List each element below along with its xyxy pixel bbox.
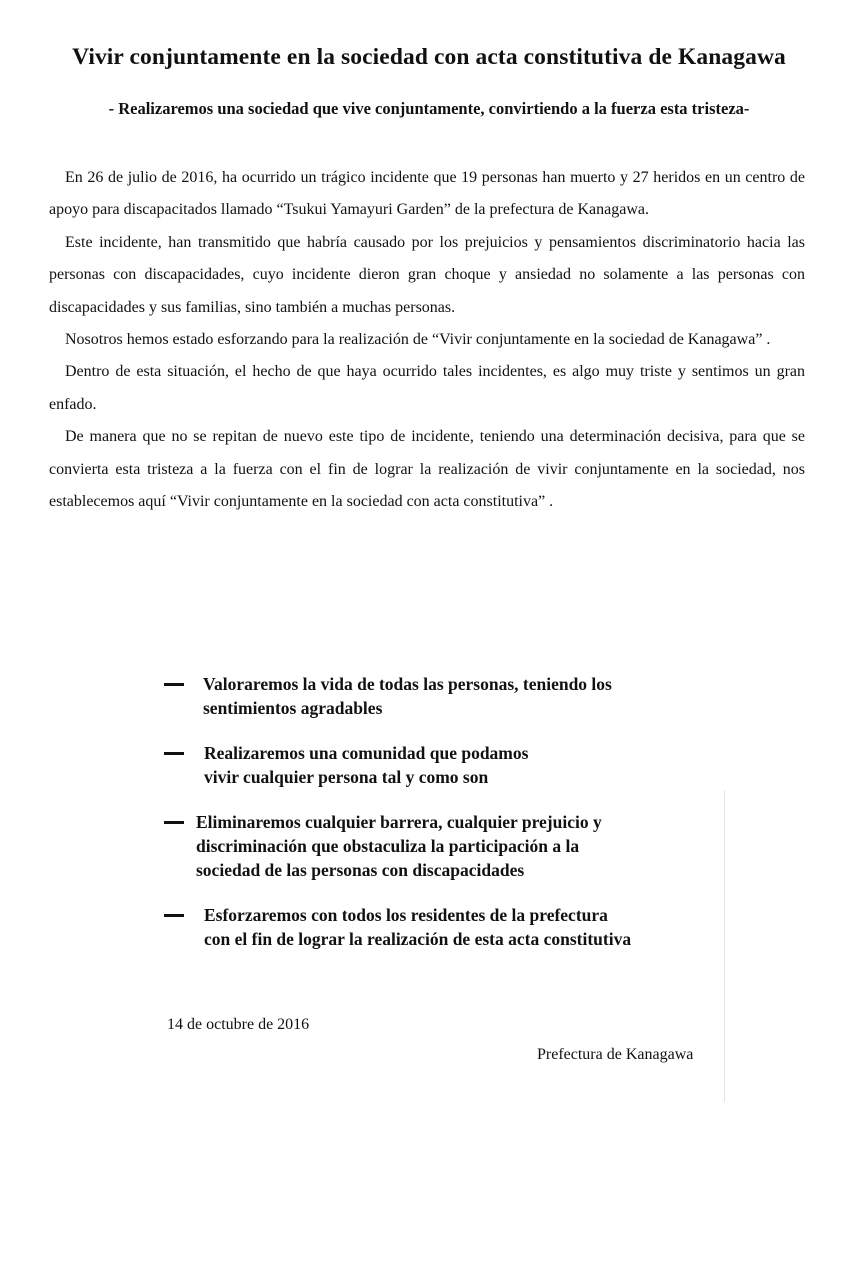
document-date: 14 de octubre de 2016 [167, 1016, 310, 1033]
dash-bullet-icon [160, 810, 184, 834]
scan-edge-divider [724, 790, 725, 1102]
principles-list [160, 672, 720, 951]
body-paragraph: En 26 de julio de 2016, ha ocurrido un trágico incidente que 19 personas han muerto y 27 heridos en un centro de apoyo para discapacitados llamado “Tsukui Yamayuri Garden” de la prefectura de Kanagawa. [49, 169, 805, 219]
dash-bullet-icon [160, 741, 184, 765]
principle-item [160, 672, 720, 720]
principle-text: Esforzaremos con todos los residentes de la prefectura con el fin de lograr la realización de esta acta constitutiva [204, 905, 632, 949]
body-paragraph: Dentro de esta situación, el hecho de que haya ocurrido tales incidentes, es algo muy triste y sentimos un gran enfado. [49, 363, 805, 413]
principle-text: Eliminaremos cualquier barrera, cualquier prejuicio y discriminación que obstaculiza la participación a la sociedad de las personas con discapacidades [196, 812, 602, 880]
document-title: Vivir conjuntamente en la sociedad con acta constitutiva de Kanagawa [72, 44, 786, 70]
document-signer: Prefectura de Kanagawa [537, 1046, 694, 1063]
body-paragraph: Este incidente, han transmitido que habría causado por los prejuicios y pensamientos discriminatorio hacia las personas con discapacidades, cuyo incidente dieron gran choque y ansiedad no solamente a las personas con discapacidades y sus familias, sino también a muchas personas. [49, 233, 805, 316]
principle-text: Valoraremos la vida de todas las personas, teniendo los sentimientos agradables [203, 674, 612, 718]
document-body [49, 162, 805, 518]
body-paragraph: Nosotros hemos estado esforzando para la realización de “Vivir conjuntamente en la sociedad de Kanagawa” . [65, 331, 771, 349]
document-subtitle: - Realizaremos una sociedad que vive conjuntamente, convirtiendo a la fuerza esta tristeza- [108, 99, 750, 118]
dash-bullet-icon [160, 672, 184, 696]
dash-bullet-icon [160, 903, 184, 927]
principle-item [160, 903, 720, 951]
principle-item [160, 810, 720, 882]
principle-item [160, 741, 720, 789]
body-paragraph: De manera que no se repitan de nuevo este tipo de incidente, teniendo una determinación decisiva, para que se convierta esta tristeza a la fuerza con el fin de lograr la realización de vivir conjuntamente en la sociedad, nos establecemos aquí “Vivir conjuntamente en la sociedad con acta constitutiva” . [49, 428, 805, 511]
principle-text: Realizaremos una comunidad que podamos vivir cualquier persona tal y como son [204, 743, 529, 787]
